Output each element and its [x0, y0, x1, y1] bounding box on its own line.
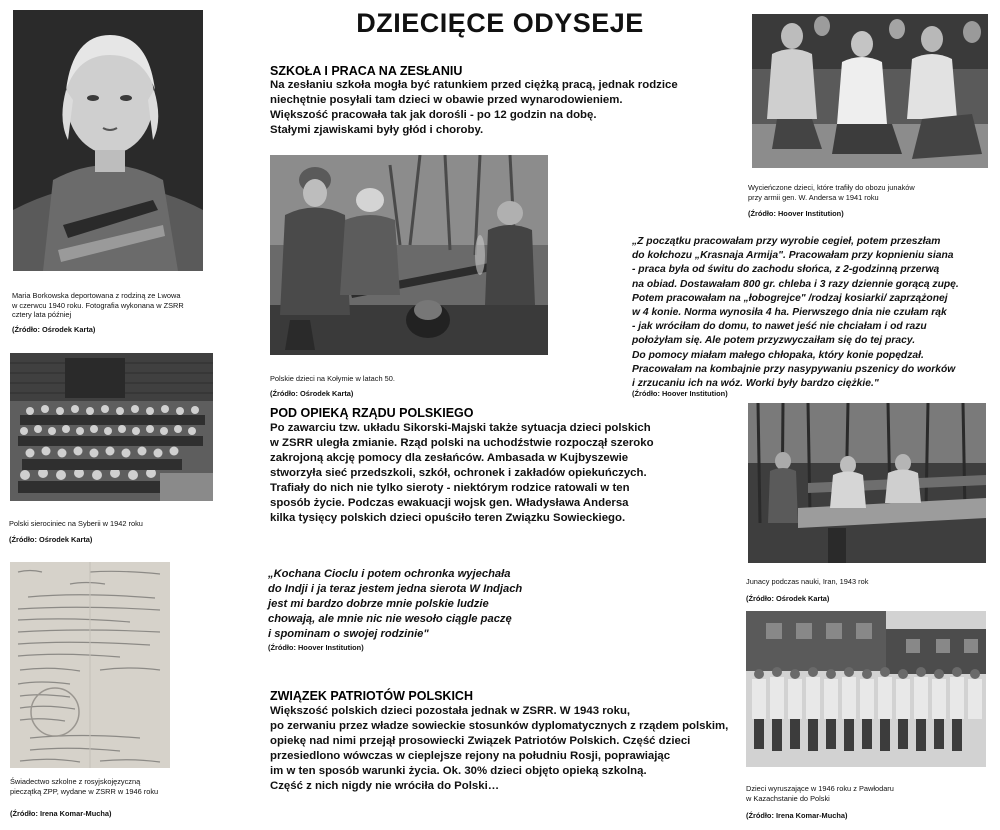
- kolyma-children-photo: [270, 155, 548, 355]
- work-quote-source: (Źródło: Hoover Institution): [632, 389, 728, 398]
- portrait-caption: Maria Borkowska deportowana z rodziną ze Lwowa w czerwcu 1940 roku. Fotografia wykonana w ZSRR cztery lata później: [12, 291, 184, 319]
- section-government-heading: POD OPIEKĄ RZĄDU POLSKIEGO: [270, 406, 474, 420]
- orphanage-caption: Polski sierociniec na Syberii w 1942 roku: [9, 519, 143, 528]
- page-title: DZIECIĘCE ODYSEJE: [356, 8, 644, 38]
- section-zpp-body: Większość polskich dzieci pozostała jednak w ZSRR. W 1943 roku, po zerwaniu przez władze sowieckie stosunków dyplomatycznych z rządem polskim, opiekę nad nimi przejął prosowiecki Związek Patriotów Polskich. Część dzieci przesiedlono wówczas w cieplejsze rejony na południu Rosji, poprawiając im w ten sposób warunki życia. Ok. 30% dzieci objęto opieką szkolną. Część z nich nigdy nie wróciła do Polski…: [270, 705, 729, 792]
- section-school-heading: SZKOŁA I PRACA NA ZESŁANIU: [270, 64, 463, 78]
- portrait-photo: [13, 10, 203, 271]
- section-school-body: Na zesłaniu szkoła mogła być ratunkiem przed ciężką pracą, jednak rodzice niechętnie posyłali tam dzieci w obawie przed wynarodowieniem. Większość pracowała tak jak dorośli - po 12 godzin na dobę. Stałymi zjawiskami były głód i choroby.: [270, 79, 678, 136]
- letter-quote: „Kochana Cioclu i potem ochronka wyjechała do Indji i ja teraz jestem jedna sierota W Indjach jest mi bardzo dobrze mnie polskie ludzie chowają, ale mnie nic nie wesoło ciągle paczę i spominam o swojej rodzinie": [268, 568, 523, 640]
- cadets-learning-photo: [748, 403, 986, 563]
- exhausted-children-photo: [752, 14, 988, 168]
- departing-children-source: (Źródło: Irena Komar-Mucha): [746, 811, 848, 820]
- kolyma-source: (Źródło: Ośrodek Karta): [270, 389, 354, 398]
- departing-children-photo: [746, 611, 986, 767]
- school-certificate-photo: [10, 562, 170, 768]
- orphanage-source: (Źródło: Ośrodek Karta): [9, 535, 93, 544]
- cadets-caption: Junacy podczas nauki, Iran, 1943 rok: [746, 577, 869, 586]
- portrait-source: (Źródło: Ośrodek Karta): [12, 325, 96, 334]
- certificate-source: (Źródło: Irena Komar-Mucha): [10, 809, 112, 818]
- section-government-body: Po zawarciu tzw. układu Sikorski-Majski także sytuacja dzieci polskich w ZSRR uległa zmianie. Rząd polski na uchodźstwie rozpoczął szeroko zakrojoną akcję pomocy dla zesłańców. Ambasada w Kujbyszewie stworzyła sieć przedszkoli, szkół, ochronek i zakładów opiekuńczych. Trafiały do nich nie tylko sieroty - niektórym rodzice ratowali w ten sposób życie. Podczas ewakuacji wojsk gen. Władysława Andersa kilka tysięcy polskich dzieci opuściło teren Związku Sowieckiego.: [270, 422, 654, 524]
- letter-quote-source: (Źródło: Hoover Institution): [268, 643, 364, 652]
- orphanage-photo: [10, 353, 213, 501]
- departing-children-caption: Dzieci wyruszające w 1946 roku z Pawłodaru w Kazachstanie do Polski: [746, 784, 894, 803]
- kolyma-caption: Polskie dzieci na Kołymie w latach 50.: [270, 374, 395, 383]
- cadets-source: (Źródło: Ośrodek Karta): [746, 594, 830, 603]
- exhausted-children-source: (Źródło: Hoover Institution): [748, 209, 844, 218]
- section-zpp-heading: ZWIĄZEK PATRIOTÓW POLSKICH: [270, 689, 473, 703]
- work-quote: „Z początku pracowałam przy wyrobie cegieł, potem przeszłam do kołchozu „Krasnaja Armija". Pracowałam przy kopnieniu siana - praca była od świtu do zachodu słońca, z 2-godzinną przerwą na obiad. Dostawałam 800 gr. chleba i 3 razy dziennie gorącą zupę. Potem pracowałam na „łobogrejce" /rodzaj kosiarki/ zaprzążonej w 4 konie. Norma wynosiła 4 ha. Pierwszego dnia nie czułam rąk - jak wróciłam do domu, to nawet jeść nie chciałam i od razu położyłam się. Ale potem przyzwyczaiłam się do tej pracy. Do pomocy miałam małego chłopaka, który konie popędzał. Pracowałam na kombajnie przy nasypywaniu pszenicy do worków i zrzucaniu ich na wóz. Worki były bardzo ciężkie.": [632, 236, 959, 390]
- exhausted-children-caption: Wycieńczone dzieci, które trafiły do obozu junaków przy armii gen. W. Andersa w 1941 roku: [748, 183, 915, 202]
- certificate-caption: Świadectwo szkolne z rosyjskojęzyczną pieczątką ZPP, wydane w ZSRR w 1946 roku: [10, 777, 159, 796]
